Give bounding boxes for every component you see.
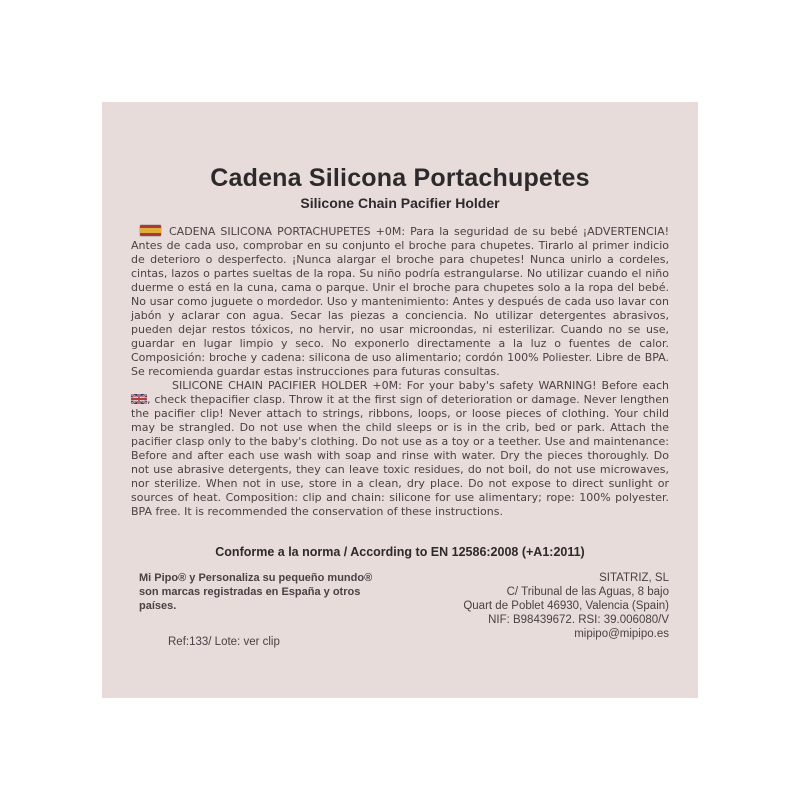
english-instructions-text-part2: , check thepacifier clasp. Throw it at the first sign of deterioration or damage. Never lengthen the pacifier clip! Never attach to strings, ribbons, loops, or loose pieces of clothing. Your child may be strangled. Do not use when the child sleeps or is in the crib, bed or park. Attach the pacifier clasp only to the baby's clothing. Do not use as a toy or a teether. Use and maintenance: Before and after each use wash with soap and rinse with water. Dry the pieces thoroughly. Do not use abrasive detergents, they can leave toxic residues, do not boil, do not use microwaves, nor sterilize. When not in use, store in a clean, dry place. Do not expose to direct sunlight or sources of heat. Composition: clip and chain: silicone for use alimentary; rope: 100% polyester. BPA free. It is recommended the conservation of these instructions. <box>131 393 669 518</box>
spain-flag-icon <box>140 225 161 236</box>
company-address-line1: C/ Tribunal de las Aguas, 8 bajo <box>506 586 669 598</box>
spanish-instructions <box>131 225 669 379</box>
company-name: SITATRIZ, SL <box>599 572 669 584</box>
english-instructions <box>131 379 669 519</box>
instructions-block <box>131 225 669 519</box>
trademark-notice: Mi Pipo® y Personaliza su pequeño mundo® son marcas registradas en España y otros países. <box>139 572 373 612</box>
spanish-instructions-text: CADENA SILICONA PORTACHUPETES +0M: Para la seguridad de su bebé ¡ADVERTENCIA! Antes de cada uso, comprobar en su conjunto el broche para chupetes. Tirarlo al primer indicio de deterioro o desperfecto. ¡Nunca alargar el broche para chupetes! Nunca unirlo a cordeles, cintas, lazos o partes sueltas de la ropa. Su niño podría estrangularse. No utilizar cuando el niño duerme o está en la cuna, cama o parque. Unir el broche para chupetes solo a la ropa del bebé. No usar como juguete o mordedor. Uso y mantenimiento: Antes y después de cada uso lavar con jabón y aclarar con agua. Secar las piezas a conciencia. No utilizar detergentes abrasivos, pueden dejar restos tóxicos, no hervir, no usar microondas, ni esterilizar. Cuando no se use, guardar en lugar limpio y seco. No exponerlo directamente a la luz o fuentes de calor. Composición: broche y cadena: silicona de uso alimentario; cordón 100% Poliester. Libre de BPA. Se recomienda guardar estas instrucciones para futuras consultas. <box>131 225 669 378</box>
company-address-line2: Quart de Poblet 46930, Valencia (Spain) <box>463 600 669 612</box>
label-footer <box>131 571 669 649</box>
uk-flag-icon <box>131 394 147 404</box>
product-subtitle: Silicone Chain Pacifier Holder <box>300 195 500 211</box>
footer-left-column <box>131 571 431 649</box>
company-email: mipipo@mipipo.es <box>574 628 669 640</box>
product-label <box>102 102 698 698</box>
english-instructions-text-part1: SILICONE CHAIN PACIFIER HOLDER +0M: For your baby's safety WARNING! Before each <box>172 379 669 392</box>
ref-lot-line: Ref:133/ Lote: ver clip <box>168 636 280 648</box>
standard-compliance-line: Conforme a la norma / According to EN 12586:2008 (+A1:2011) <box>215 545 585 559</box>
company-info <box>463 571 669 641</box>
product-title: Cadena Silicona Portachupetes <box>210 164 590 192</box>
company-registration: NIF: B98439672. RSI: 39.006080/V <box>488 614 669 626</box>
